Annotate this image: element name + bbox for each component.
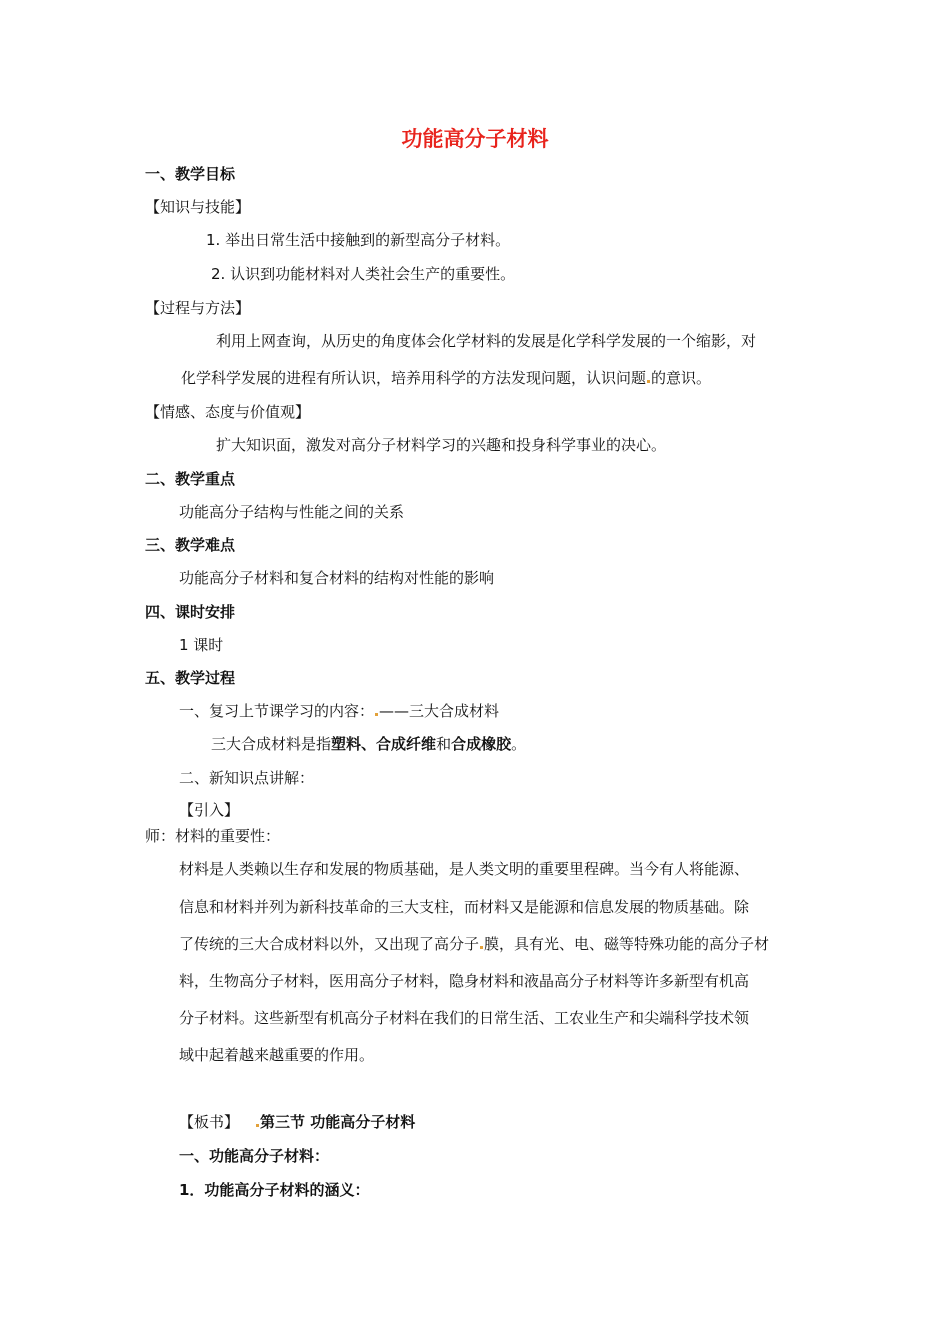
process-line-1: 利用上网查询，从历史的角度体会化学材料的发展是化学科学发展的一个缩影，对 (216, 332, 757, 350)
section-heading-goals: 一、教学目标 (145, 165, 236, 183)
review-line-b: ——三大合成材料 (379, 702, 500, 720)
section-heading-key-points: 二、教学重点 (145, 470, 236, 488)
section-heading-difficulties: 三、教学难点 (145, 536, 236, 554)
schedule-text: 1 课时 (179, 636, 224, 654)
process-line-2a: 化学科学发展的进程有所认识，培养用科学的方法发现问题，认识问题 (181, 369, 647, 387)
review-line-a: 一、复习上节课学习的内容： (179, 702, 375, 720)
marker-dot (256, 1124, 259, 1127)
board-label: 【板书】 (179, 1113, 240, 1131)
paragraph-line: 材料是人类赖以生存和发展的物质基础，是人类文明的重要里程碑。当今有人将能源、 (179, 860, 750, 878)
emotion-line: 扩大知识面，激发对高分子材料学习的兴趣和投身科学事业的决心。 (216, 436, 667, 454)
key-points-text: 功能高分子结构与性能之间的关系 (179, 503, 405, 521)
review-line (179, 701, 499, 721)
section-heading-schedule: 四、课时安排 (145, 603, 236, 621)
knowledge-item-2: 2. 认识到功能材料对人类社会生产的重要性。 (211, 265, 516, 283)
synthetic-plastic: 塑料 (331, 735, 362, 753)
teacher-line: 师：材料的重要性： (145, 827, 281, 845)
board-line (179, 1112, 415, 1132)
board-title: 第三节 功能高分子材料 (260, 1113, 416, 1131)
knowledge-item-1: 1. 举出日常生活中接触到的新型高分子材料。 (206, 231, 511, 249)
synthetic-separator: 、 (361, 735, 377, 753)
page-title: 功能高分子材料 (401, 127, 549, 151)
synthetic-rubber: 合成橡胶 (451, 735, 512, 753)
marker-dot (480, 946, 483, 949)
paragraph-line: 信息和材料并列为新科技革命的三大支柱，而材料又是能源和信息发展的物质基础。除 (179, 898, 750, 916)
synthetic-materials-line (211, 734, 526, 754)
difficulties-text: 功能高分子材料和复合材料的结构对性能的影响 (179, 569, 495, 587)
section-heading-process: 五、教学过程 (145, 669, 236, 687)
paragraph-line: 料，生物高分子材料，医用高分子材料，隐身材料和液晶高分子材料等许多新型有机高 (179, 972, 750, 990)
paragraph-line: 域中起着越来越重要的作用。 (179, 1046, 375, 1064)
paragraph-line (179, 934, 769, 954)
new-knowledge-heading: 二、新知识点讲解： (179, 769, 315, 787)
label-emotion-values: 【情感、态度与价值观】 (145, 403, 311, 421)
synthetic-and: 和 (436, 735, 452, 753)
paragraph-line: 分子材料。这些新型有机高分子材料在我们的日常生活、工农业生产和尖端科学技术领 (179, 1009, 750, 1027)
label-process-methods: 【过程与方法】 (145, 299, 251, 317)
process-line-2 (181, 368, 711, 388)
synthetic-end: 。 (511, 735, 527, 753)
label-knowledge-skills: 【知识与技能】 (145, 198, 251, 216)
synthetic-fiber: 合成纤维 (376, 735, 437, 753)
paragraph-line-part: 了传统的三大合成材料以外，又出现了高分子 (179, 935, 480, 953)
board-heading-2: 1．功能高分子材料的涵义： (179, 1181, 370, 1199)
marker-dot (647, 380, 650, 383)
board-heading-1: 一、功能高分子材料： (179, 1147, 330, 1165)
synthetic-prefix: 三大合成材料是指 (211, 735, 332, 753)
process-line-2b: 的意识。 (651, 369, 712, 387)
intro-label: 【引入】 (179, 801, 240, 819)
marker-dot (375, 713, 378, 716)
paragraph-line-part: 膜，具有光、电、磁等特殊功能的高分子材 (484, 935, 770, 953)
